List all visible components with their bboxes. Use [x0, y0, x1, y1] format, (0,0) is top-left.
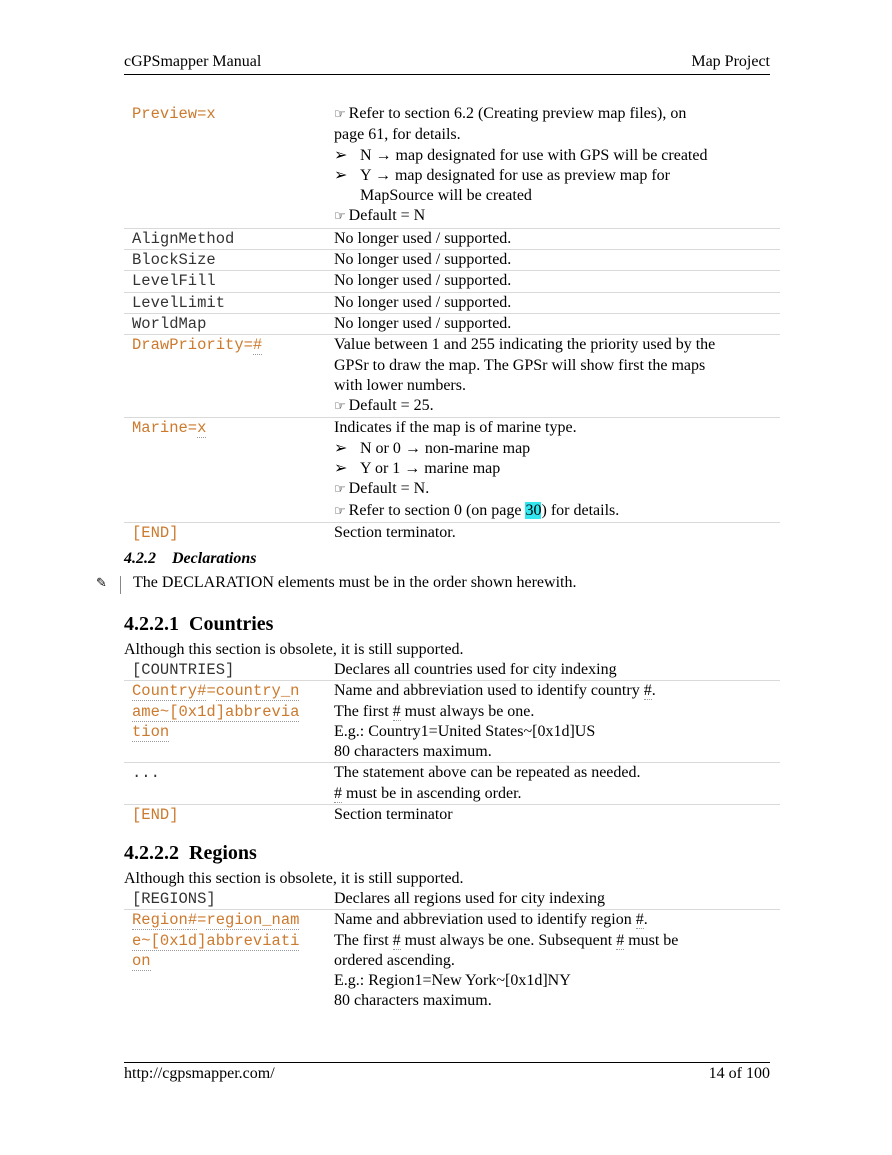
table-row [124, 522, 780, 543]
page-header [124, 52, 770, 75]
table-row [124, 313, 780, 334]
table-row [124, 270, 780, 291]
param-description: The statement above can be repeated as needed. # must be in ascending order. [334, 764, 641, 802]
table-row [124, 334, 780, 417]
table-row [124, 680, 780, 762]
param-description: Name and abbreviation used to identify country #. The first # must always be one. E.g.: Country1=United States~[0x1d]US 80 characters maximum. [334, 682, 656, 761]
table-row [124, 104, 780, 228]
pointing-hand-icon: ☞ [334, 399, 346, 415]
pointing-hand-icon: ☞ [334, 209, 346, 225]
param-key: Region#=region_nam e~[0x1d]abbreviati on [132, 911, 300, 970]
param-description: No longer used / supported. [334, 251, 512, 269]
table-row [124, 660, 780, 680]
reference-icon: ☞ [334, 503, 346, 519]
param-description: Declares all countries used for city indexing [334, 661, 617, 678]
param-description: ☞ Refer to section 6.2 (Creating preview map files), on page 61, for details. ➢ N → map designated for use with GPS will be created ➢ Y → map designated for use as preview map for MapSource will be created ☞ Default = N [334, 105, 708, 225]
section-intro: Although this section is obsolete, it is still supported. [124, 870, 464, 887]
map-params-table [124, 104, 780, 543]
table-row [124, 249, 780, 270]
param-key: DrawPriority=# [132, 336, 263, 355]
param-description: Name and abbreviation used to identify region #. The first # must always be one. Subsequent # must be ordered ascending. E.g.: Region1=New York~[0x1d]NY 80 characters maximum. [334, 911, 679, 1010]
param-key: Preview=x [132, 105, 216, 123]
arrow-bullet-icon: ➢ [334, 146, 348, 164]
param-description: Section terminator. [334, 523, 456, 541]
param-key: LevelFill [132, 272, 216, 291]
param-key: LevelLimit [132, 293, 226, 312]
param-description: Declares all regions used for city indexing [334, 890, 606, 907]
arrow-bullet-icon: ➢ [334, 460, 348, 478]
param-key: WorldMap [132, 314, 207, 333]
param-key: Marine=x [132, 419, 207, 438]
param-key: ... [132, 764, 160, 783]
table-row [124, 417, 780, 521]
section-heading: 4.2.2.1 Countries [124, 613, 274, 635]
page-link[interactable]: 30 [525, 501, 542, 519]
pointing-hand-icon: ☞ [334, 482, 346, 498]
param-description: No longer used / supported. [334, 314, 512, 332]
regions-table [124, 889, 780, 1012]
param-key: AlignMethod [132, 229, 235, 248]
table-row [124, 292, 780, 313]
reference-icon: ☞ [334, 107, 346, 122]
arrow-bullet-icon: ➢ [334, 439, 348, 457]
page-number: 14 of 100 [708, 1065, 770, 1082]
param-description: Indicates if the map is of marine type. ➢ N or 0 → non-marine map ➢ Y or 1 → marine map ☞ Default = N. ☞ Refer to section 0 (on page 30) for details. [334, 419, 620, 519]
footer-url[interactable]: http://cgpsmapper.com/ [124, 1065, 275, 1082]
table-row [124, 762, 780, 804]
countries-table [124, 660, 780, 825]
table-row [124, 909, 780, 1011]
param-description: Value between 1 and 255 indicating the priority used by the GPSr to draw the map. The GPSr will show first the maps with lower numbers. ☞ Default = 25. [334, 336, 716, 415]
arrow-bullet-icon: ➢ [334, 166, 348, 184]
param-key: [END] [132, 523, 179, 542]
param-key: Country#=country_n ame~[0x1d]abbrevia tion [132, 682, 300, 741]
table-row [124, 228, 780, 249]
section-intro: Although this section is obsolete, it is still supported. [124, 641, 464, 658]
table-row [124, 804, 780, 825]
param-key: [COUNTRIES] [132, 661, 235, 679]
param-description: No longer used / supported. [334, 272, 512, 290]
param-description: No longer used / supported. [334, 229, 512, 247]
page-footer [124, 1062, 770, 1087]
pencil-note-icon: ✎ [96, 576, 107, 591]
param-description: Section terminator [334, 806, 453, 824]
header-title: cGPSmapper Manual [124, 53, 262, 70]
table-row [124, 889, 780, 909]
param-description: No longer used / supported. [334, 293, 512, 311]
header-section: Map Project [691, 53, 770, 70]
param-key: [REGIONS] [132, 890, 216, 908]
param-key: [END] [132, 806, 179, 825]
param-key: BlockSize [132, 251, 216, 270]
section-heading: 4.2.2.2 Regions [124, 842, 257, 864]
section-heading: 4.2.2 Declarations [124, 550, 257, 567]
